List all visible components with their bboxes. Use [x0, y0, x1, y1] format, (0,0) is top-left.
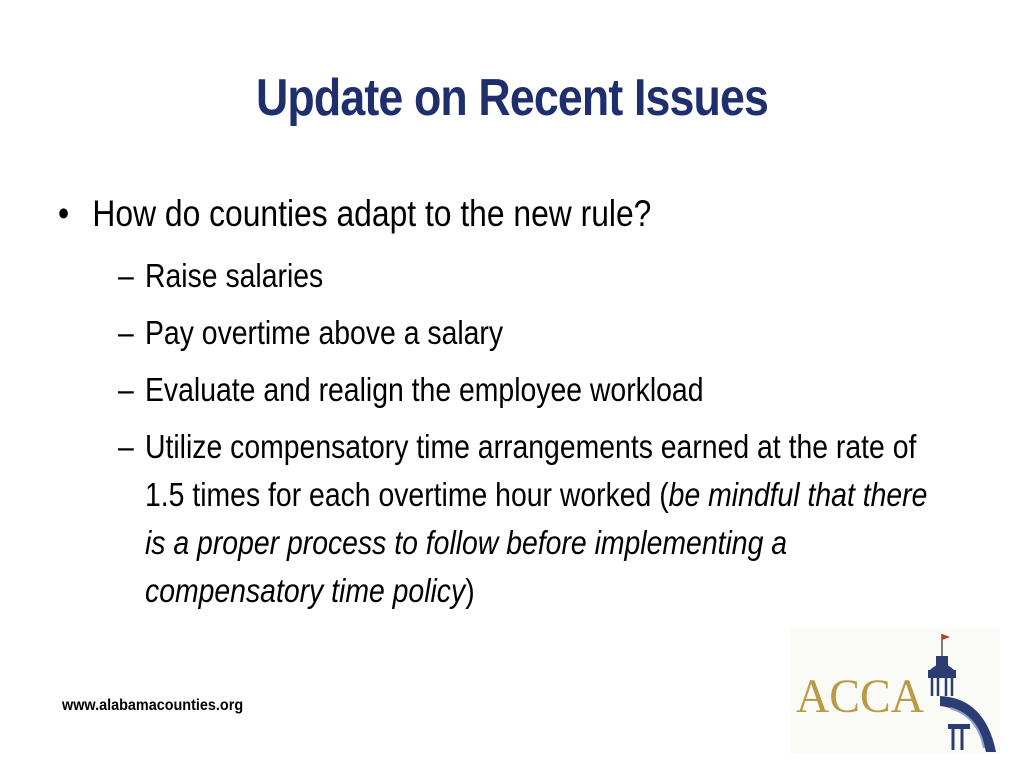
slide-title: Update on Recent Issues: [255, 69, 769, 127]
acca-logo: [790, 628, 1000, 754]
sub-bullet-list: [118, 252, 998, 615]
dash-marker: –: [118, 428, 134, 465]
sub-bullet-item: [118, 366, 998, 423]
dome-base: [948, 724, 970, 729]
sub-bullet-text: Raise salaries: [145, 257, 324, 294]
sub-bullet-text: Evaluate and realign the employee workload: [145, 371, 704, 408]
sub-bullet-text: Pay overtime above a salary: [145, 314, 504, 351]
dash-marker: –: [118, 257, 134, 294]
footer-url[interactable]: www.alabamacounties.org: [62, 697, 244, 714]
logo-text: ACCA: [796, 670, 925, 723]
sub-bullet-text: [145, 423, 936, 615]
sub-text-italic: be mindful that there is a proper process to follow before implementing a compensatory time policy: [145, 476, 928, 609]
sub-text-post: ): [465, 572, 475, 609]
sub-bullet-item: [118, 423, 998, 615]
main-bullet-text: How do counties adapt to the new rule?: [92, 193, 652, 234]
sub-text-pre: Utilize compensatory time arrangements earned at the rate of 1.5 times for each overtime hour worked (: [145, 428, 917, 513]
sub-bullet-item: [118, 309, 998, 366]
bullet-marker: •: [58, 193, 70, 234]
sub-bullet-item: [118, 252, 998, 309]
dash-marker: –: [118, 314, 134, 351]
dash-marker: –: [118, 371, 134, 408]
dome-drum: [928, 670, 956, 678]
